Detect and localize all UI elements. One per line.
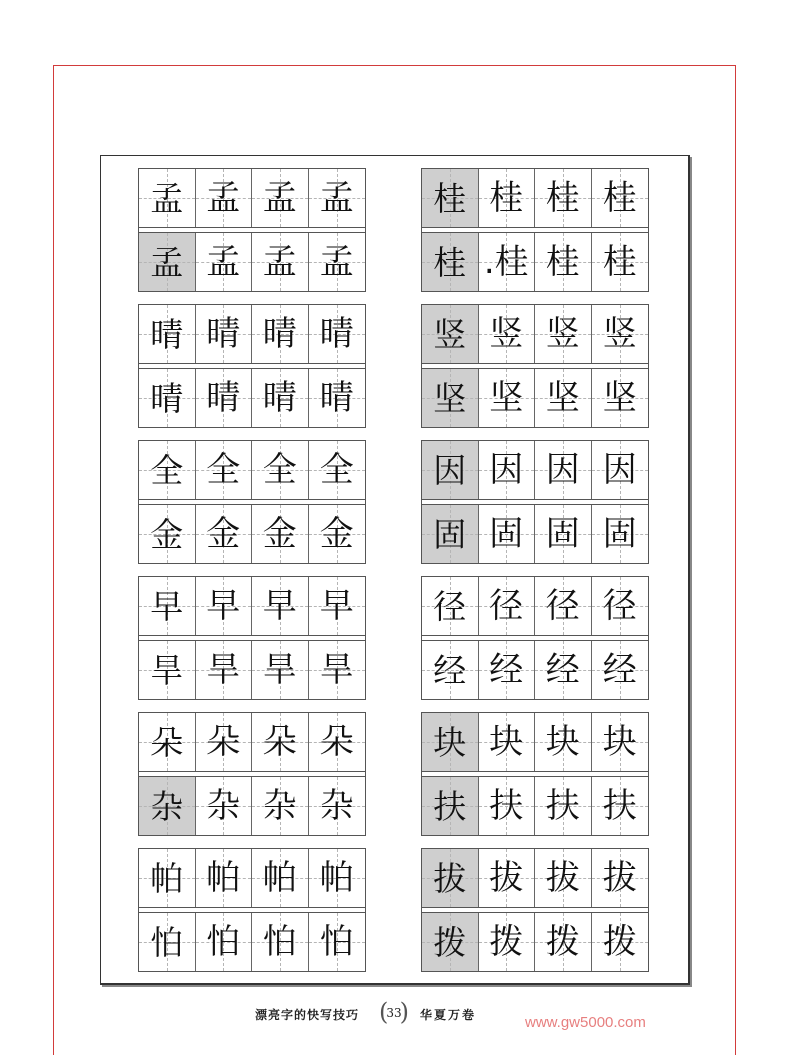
character: 桂 (545, 178, 580, 218)
model-character-cell (422, 913, 479, 971)
character: 帕 (262, 858, 297, 898)
practice-character-cell (479, 505, 536, 563)
character: 扶 (489, 786, 524, 826)
practice-character-cell (309, 441, 366, 499)
practice-character-cell (592, 233, 649, 291)
character: 帕 (319, 858, 354, 898)
character: 晴 (319, 378, 354, 418)
character: 桂 (489, 178, 524, 218)
character: 因 (433, 450, 467, 490)
character: 晴 (150, 378, 184, 418)
character: 旱 (262, 650, 297, 690)
character: 块 (433, 722, 467, 762)
character: 旱 (150, 650, 184, 690)
practice-row (422, 305, 648, 363)
character: 孟 (319, 242, 354, 282)
character: 径 (433, 586, 467, 626)
character: 朵 (206, 722, 241, 762)
character: 旱 (319, 650, 354, 690)
practice-row (139, 505, 365, 563)
character: 旱 (206, 650, 241, 690)
practice-row (139, 713, 365, 771)
model-character-cell (139, 305, 196, 363)
practice-block (421, 168, 649, 292)
page-number: ( 33 ) (377, 1000, 411, 1026)
practice-row (422, 913, 648, 971)
character: 固 (545, 514, 580, 554)
character: 固 (602, 514, 637, 554)
character: 块 (602, 722, 637, 762)
practice-character-cell (592, 849, 649, 907)
practice-block (421, 848, 649, 972)
practice-character-cell (196, 777, 253, 835)
practice-character-cell (309, 777, 366, 835)
character: 早 (150, 586, 184, 626)
character: 拔 (602, 858, 637, 898)
model-character-cell (139, 505, 196, 563)
practice-character-cell (592, 441, 649, 499)
character: 因 (489, 450, 524, 490)
practice-character-cell (535, 713, 592, 771)
character: 孟 (150, 242, 184, 282)
practice-row (139, 305, 365, 363)
practice-row (422, 641, 648, 699)
practice-character-cell (309, 641, 366, 699)
practice-character-cell (196, 441, 253, 499)
model-character-cell (139, 713, 196, 771)
practice-row (422, 777, 648, 835)
practice-character-cell (309, 913, 366, 971)
practice-character-cell (592, 713, 649, 771)
practice-row (422, 233, 648, 291)
practice-character-cell (196, 305, 253, 363)
practice-character-cell (592, 641, 649, 699)
practice-block (138, 304, 366, 428)
practice-character-cell (535, 641, 592, 699)
character: 晴 (206, 314, 241, 354)
practice-character-cell (252, 233, 309, 291)
practice-row (139, 777, 365, 835)
character: 全 (150, 450, 184, 490)
practice-character-cell (309, 305, 366, 363)
practice-character-cell (535, 505, 592, 563)
character: 晴 (319, 314, 354, 354)
practice-character-cell (535, 849, 592, 907)
practice-character-cell (252, 577, 309, 635)
model-character-cell (422, 713, 479, 771)
practice-character-cell (479, 369, 536, 427)
practice-character-cell (196, 505, 253, 563)
character: 桂 (545, 242, 580, 282)
character: 拔 (545, 858, 580, 898)
practice-character-cell (252, 713, 309, 771)
character: 朵 (150, 722, 184, 762)
practice-character-cell (252, 641, 309, 699)
character: 全 (319, 450, 354, 490)
practice-character-cell (252, 505, 309, 563)
model-character-cell (422, 369, 479, 427)
character: 金 (319, 514, 354, 554)
character: 坚 (602, 378, 637, 418)
character: 杂 (319, 786, 354, 826)
character: 金 (206, 514, 241, 554)
character: 怕 (319, 922, 354, 962)
character: 坚 (545, 378, 580, 418)
character: 帕 (150, 858, 184, 898)
practice-character-cell (309, 169, 366, 227)
character: 扶 (602, 786, 637, 826)
practice-character-cell (479, 641, 536, 699)
model-character-cell (139, 169, 196, 227)
character: 金 (262, 514, 297, 554)
character: 块 (489, 722, 524, 762)
character: 经 (545, 650, 580, 690)
character: 径 (489, 586, 524, 626)
character: 晴 (206, 378, 241, 418)
character: 拔 (489, 858, 524, 898)
character: 朵 (262, 722, 297, 762)
practice-character-cell (479, 777, 536, 835)
practice-character-cell (196, 913, 253, 971)
book-title: 漂亮字的快写技巧 (255, 1008, 360, 1022)
character: 坚 (433, 378, 467, 418)
publisher-name: 华夏万卷 (420, 1008, 477, 1022)
practice-character-cell (309, 505, 366, 563)
practice-character-cell (592, 777, 649, 835)
practice-character-cell (252, 849, 309, 907)
practice-block (421, 712, 649, 836)
practice-character-cell (535, 577, 592, 635)
practice-row (422, 169, 648, 227)
practice-sheet (100, 155, 690, 985)
model-character-cell (139, 913, 196, 971)
character: 怕 (262, 922, 297, 962)
model-character-cell (422, 577, 479, 635)
practice-character-cell (309, 713, 366, 771)
character: 块 (545, 722, 580, 762)
character: 晴 (150, 314, 184, 354)
practice-character-cell (479, 913, 536, 971)
model-character-cell (139, 777, 196, 835)
practice-row (422, 369, 648, 427)
character: 孟 (150, 178, 184, 218)
practice-character-cell (196, 849, 253, 907)
character: 杂 (262, 786, 297, 826)
practice-row (139, 169, 365, 227)
practice-character-cell (196, 641, 253, 699)
watermark-url: www.gw5000.com (525, 1014, 646, 1031)
practice-character-cell (196, 369, 253, 427)
character: 拔 (433, 858, 467, 898)
model-character-cell (422, 505, 479, 563)
character: 拨 (602, 922, 637, 962)
practice-character-cell (196, 577, 253, 635)
practice-character-cell (252, 369, 309, 427)
character: 经 (489, 650, 524, 690)
character: 竖 (545, 314, 580, 354)
practice-block (421, 304, 649, 428)
practice-character-cell (196, 713, 253, 771)
model-character-cell (422, 169, 479, 227)
practice-block (421, 576, 649, 700)
character: 拨 (433, 922, 467, 962)
character: 桂 (433, 242, 467, 282)
practice-row (139, 577, 365, 635)
practice-character-cell (196, 233, 253, 291)
character: 孟 (262, 242, 297, 282)
character: 朵 (319, 722, 354, 762)
model-character-cell (139, 369, 196, 427)
practice-character-cell (309, 577, 366, 635)
character: 桂 (602, 178, 637, 218)
model-character-cell (139, 233, 196, 291)
character: 晴 (262, 314, 297, 354)
character: 帕 (206, 858, 241, 898)
character: 杂 (206, 786, 241, 826)
character: 孟 (206, 242, 241, 282)
model-character-cell (422, 233, 479, 291)
practice-row (422, 505, 648, 563)
practice-row (422, 441, 648, 499)
character: 径 (602, 586, 637, 626)
model-character-cell (139, 849, 196, 907)
character: 拨 (545, 922, 580, 962)
practice-character-cell (535, 169, 592, 227)
practice-character-cell (252, 441, 309, 499)
practice-character-cell (592, 913, 649, 971)
practice-character-cell (309, 369, 366, 427)
character: 径 (545, 586, 580, 626)
practice-character-cell (535, 233, 592, 291)
practice-row (139, 233, 365, 291)
practice-character-cell (592, 577, 649, 635)
character: 全 (206, 450, 241, 490)
character: 早 (206, 586, 241, 626)
model-character-cell (422, 777, 479, 835)
character: 拨 (489, 922, 524, 962)
character: .桂 (483, 242, 529, 282)
character: 全 (262, 450, 297, 490)
model-character-cell (422, 441, 479, 499)
practice-character-cell (309, 849, 366, 907)
character: 竖 (433, 314, 467, 354)
character: 怕 (206, 922, 241, 962)
character: 扶 (433, 786, 467, 826)
practice-row (139, 913, 365, 971)
practice-character-cell (479, 233, 536, 291)
character: 晴 (262, 378, 297, 418)
character: 因 (602, 450, 637, 490)
practice-character-cell (535, 369, 592, 427)
practice-character-cell (535, 441, 592, 499)
model-character-cell (422, 641, 479, 699)
model-character-cell (422, 305, 479, 363)
model-character-cell (139, 577, 196, 635)
character: 孟 (206, 178, 241, 218)
practice-character-cell (309, 233, 366, 291)
practice-character-cell (592, 369, 649, 427)
practice-character-cell (252, 913, 309, 971)
character: 扶 (545, 786, 580, 826)
character: 固 (489, 514, 524, 554)
character: 孟 (262, 178, 297, 218)
character: 竖 (489, 314, 524, 354)
practice-block (138, 440, 366, 564)
model-character-cell (139, 441, 196, 499)
model-character-cell (422, 849, 479, 907)
practice-row (139, 641, 365, 699)
practice-character-cell (252, 169, 309, 227)
character: 早 (319, 586, 354, 626)
practice-row (139, 441, 365, 499)
practice-character-cell (592, 305, 649, 363)
practice-character-cell (196, 169, 253, 227)
practice-character-cell (252, 777, 309, 835)
practice-character-cell (479, 577, 536, 635)
practice-character-cell (592, 505, 649, 563)
practice-block (138, 168, 366, 292)
practice-row (422, 577, 648, 635)
character: 怕 (150, 922, 184, 962)
character: 经 (433, 650, 467, 690)
character: 竖 (602, 314, 637, 354)
model-character-cell (139, 641, 196, 699)
character: 孟 (319, 178, 354, 218)
practice-character-cell (479, 305, 536, 363)
practice-character-cell (252, 305, 309, 363)
practice-row (422, 713, 648, 771)
practice-character-cell (592, 169, 649, 227)
practice-character-cell (479, 441, 536, 499)
character: 因 (545, 450, 580, 490)
character: 杂 (150, 786, 184, 826)
character: 桂 (602, 242, 637, 282)
practice-block (421, 440, 649, 564)
character: 桂 (433, 178, 467, 218)
practice-row (139, 369, 365, 427)
practice-block (138, 576, 366, 700)
practice-block (138, 848, 366, 972)
practice-character-cell (535, 305, 592, 363)
practice-row (422, 849, 648, 907)
character: 固 (433, 514, 467, 554)
practice-character-cell (479, 849, 536, 907)
practice-character-cell (479, 713, 536, 771)
practice-row (139, 849, 365, 907)
character: 坚 (489, 378, 524, 418)
practice-character-cell (535, 913, 592, 971)
practice-character-cell (479, 169, 536, 227)
page-footer (0, 1000, 791, 1030)
character: 金 (150, 514, 184, 554)
character: 经 (602, 650, 637, 690)
practice-block (138, 712, 366, 836)
practice-character-cell (535, 777, 592, 835)
character: 早 (262, 586, 297, 626)
